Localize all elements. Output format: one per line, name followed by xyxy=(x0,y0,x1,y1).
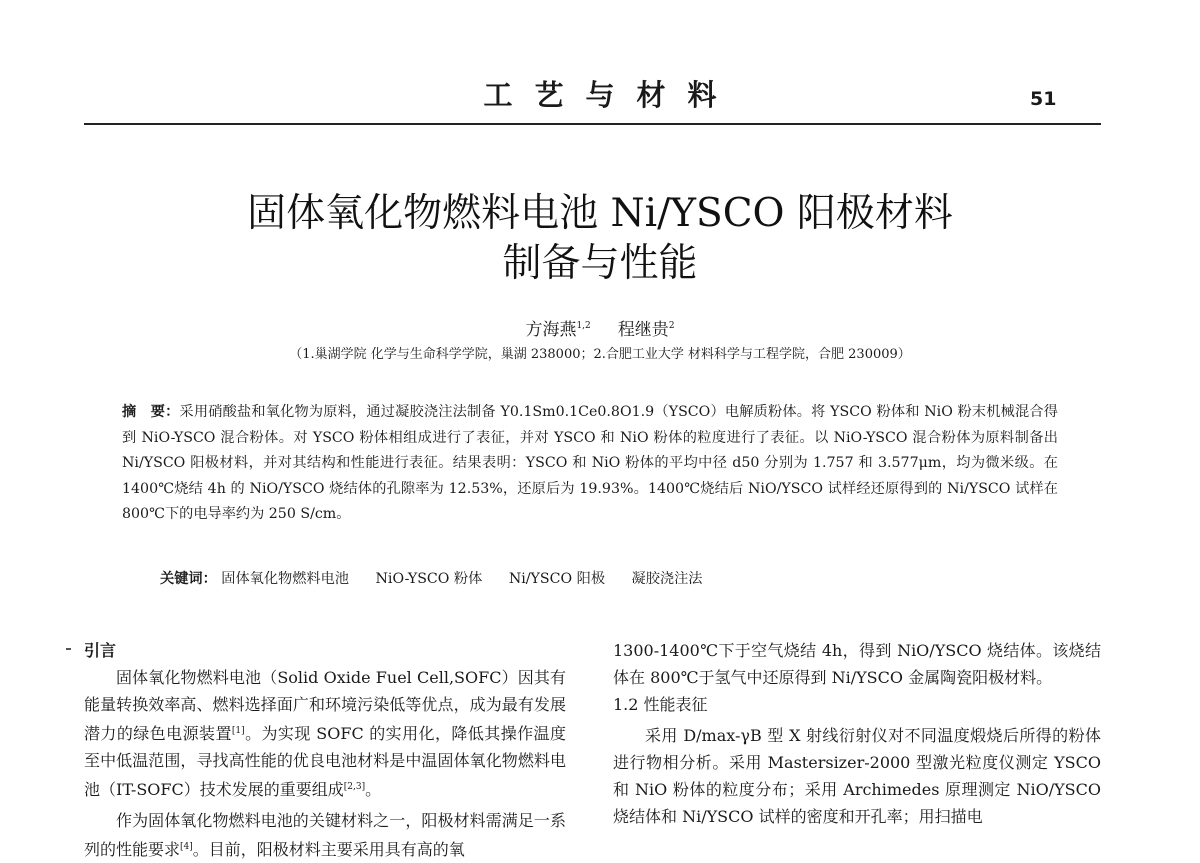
keyword: Ni/YSCO 阳极 xyxy=(508,571,606,587)
body-paragraph: 采用 D/max-γB 型 X 射线衍射仪对不同温度煅烧后所得的粉体进行物相分析。采用 Mastersizer-2000 型激光粒度仪测定 YSCO 和 NiO 粉体的粒度分布；采用 Archimedes 原理测定 NiO/YSCO 烧结体和 Ni/YSCO 试样的密度和开孔率；用扫描电 xyxy=(613,726,1101,826)
journal-section-title: 工艺与材料 xyxy=(483,78,739,112)
abstract xyxy=(122,400,1058,528)
keywords xyxy=(160,568,724,590)
left-column xyxy=(84,637,566,863)
paragraph-text: 。为实现 SOFC 的实用化，降低其操作温度至中低温范围，寻找高性能的优良电池材料是中温固体氧化物燃料电池（IT-SOFC）技术发展的重要组成 xyxy=(84,724,566,799)
author-list xyxy=(0,315,1200,341)
paragraph-text: 。 xyxy=(365,780,382,799)
section-subheading: 1.2 性能表征 xyxy=(613,695,708,714)
keywords-label: 关键词： xyxy=(160,571,217,587)
citation: [4] xyxy=(180,842,193,852)
affiliations: （1.巢湖学院 化学与生命科学学院，巢湖 238000；2.合肥工业大学 材料科学与工程学院，合肥 230009） xyxy=(289,347,911,362)
abstract-label: 摘 要： xyxy=(122,404,180,420)
page-number: 51 xyxy=(1030,88,1057,110)
header-rule xyxy=(84,123,1101,125)
author-name: 程继贵 xyxy=(617,320,669,340)
abstract-text: 采用硝酸盐和氧化物为原料，通过凝胶浇注法制备 Y0.1Sm0.1Ce0.8O1.9（YSCO）电解质粉体。将 YSCO 粉体和 NiO 粉末机械混合得到 NiO-YSCO 混合粉体。对 YSCO 粉体相组成进行了表征，并对 YSCO 和 NiO 粉体的粒度进行了表征。以 NiO-YSCO 混合粉体为原料制备出 Ni/YSCO 阳极材料，并对其结构和性能进行表征。结果表明：YSCO 和 NiO 粉体的平均中径 d50 分别为 1.757 和 3.577μm，均为微米级。在 1400℃烧结 4h 的 NiO/YSCO 烧结体的孔隙率为 12.53%，还原后为 19.93%。1400℃烧结后 NiO/YSCO 试样经还原得到的 Ni/YSCO 试样在 800℃下的电导率约为 250 S/cm。 xyxy=(122,404,1058,522)
body-paragraph xyxy=(84,664,566,803)
paragraph-text: 固体氧化物燃料电池（Solid Oxide Fuel Cell,SOFC）因其有能量转换效率高、燃料选择面广和环境污染低等优点，成为最有发展潜力的绿色电源装置 xyxy=(84,668,566,743)
section-heading-introduction: 引言 xyxy=(84,641,117,660)
right-column xyxy=(613,637,1101,830)
margin-mark xyxy=(66,648,71,650)
keyword: 固体氧化物燃料电池 xyxy=(221,571,349,587)
body-paragraph xyxy=(84,807,566,863)
citation: [1] xyxy=(231,726,245,736)
author-name: 方海燕 xyxy=(525,320,577,340)
body-paragraph: 1300-1400℃下于空气烧结 4h，得到 NiO/YSCO 烧结体。该烧结体在 800℃于氢气中还原得到 Ni/YSCO 金属陶瓷阳极材料。 xyxy=(613,641,1101,687)
paper-title-line-1: 固体氧化物燃料电池 Ni/YSCO 阳极材料 xyxy=(247,191,953,236)
paragraph-text: 作为固体氧化物燃料电池的关键材料之一，阳极材料需满足一系列的性能要求 xyxy=(84,811,566,859)
keyword: 凝胶浇注法 xyxy=(631,571,703,587)
keyword: NiO-YSCO 粉体 xyxy=(375,571,483,587)
author-affil-marker: 1,2 xyxy=(576,321,591,331)
paper-title-line-2: 制备与性能 xyxy=(502,241,698,286)
author-affil-marker: 2 xyxy=(668,321,675,331)
citation: [2,3] xyxy=(343,782,366,792)
paragraph-text: 。目前，阳极材料主要采用具有高的氧 xyxy=(192,840,465,859)
